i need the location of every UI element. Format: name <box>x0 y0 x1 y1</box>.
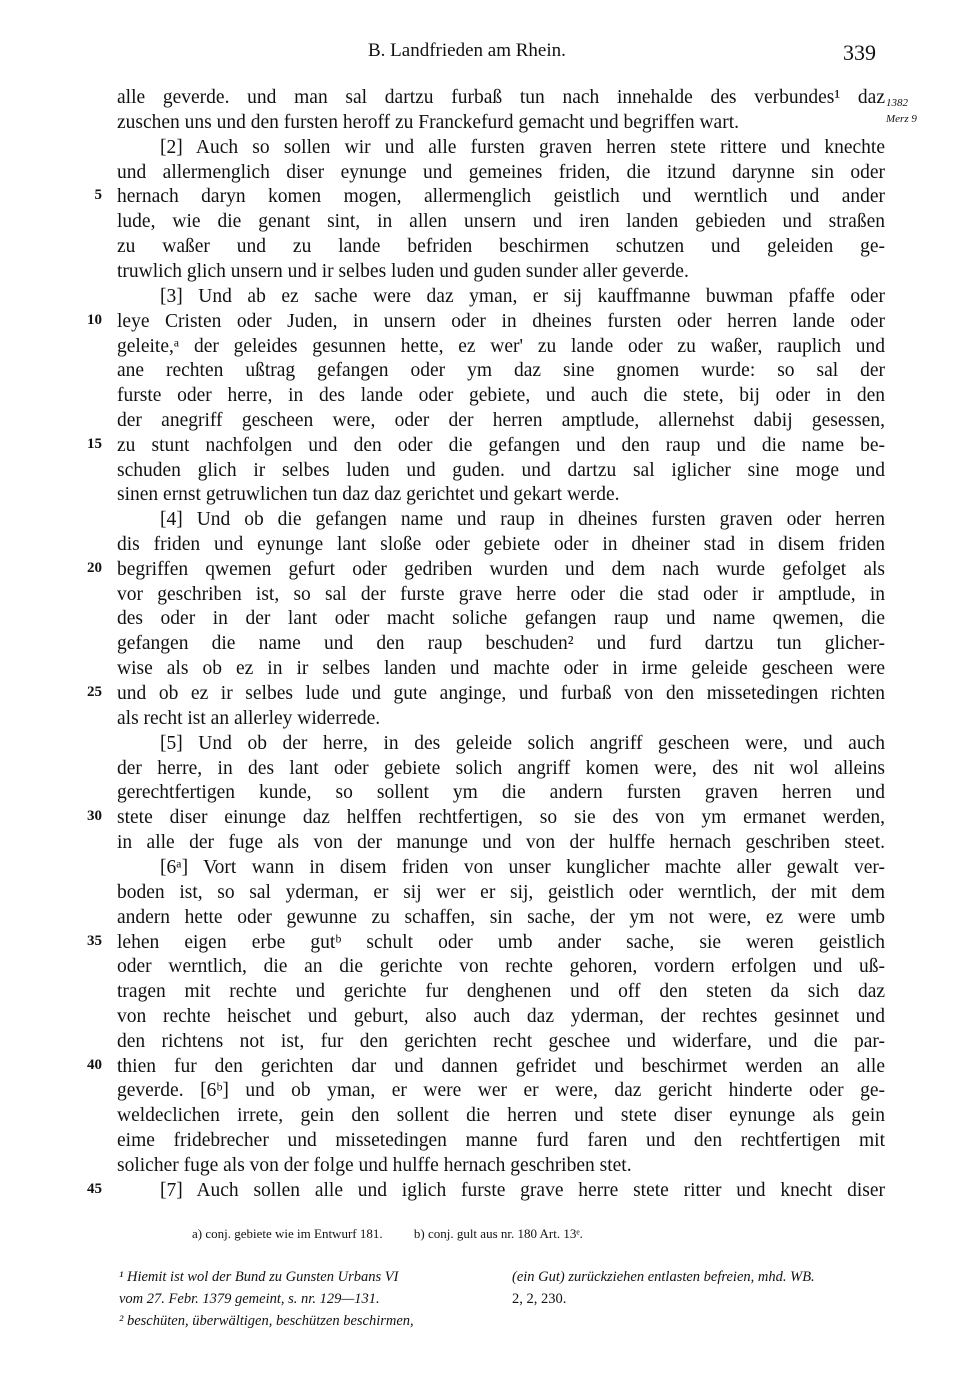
text-line: in alle der fuge als von der manunge und von der hulffe hernach geschriben steet. <box>117 832 885 853</box>
text-line: thien fur den gerichten dar und dannen gefridet und beschirmet werden an alle <box>117 1056 885 1077</box>
apparatus-note-b: b) conj. gult aus nr. 180 Art. 13ᵉ. <box>413 1226 583 1241</box>
text-line: alle geverde. und man sal dartzu furbaß tun nach innehalde des verbundes¹ daz <box>117 87 885 108</box>
line-number: 35 <box>87 933 102 949</box>
text-line: weldeclichen irrete, gein den sollent die herren und stete diser eynunge als gein <box>117 1105 885 1126</box>
text-line: [7] Auch sollen alle und iglich furste grave herre stete ritter und knecht diser <box>160 1180 885 1201</box>
line-number: 10 <box>87 312 102 328</box>
text-line: und allermenglich diser eynunge und gemeines friden, die itzund darynne sin oder <box>117 162 885 183</box>
text-line: wise als ob ez in ir selbes landen und machte oder in irme geleide gescheen were <box>117 658 885 679</box>
apparatus-note-a: a) conj. gebiete wie im Entwurf 181. <box>192 1226 383 1241</box>
footnote-1-left <box>119 1266 398 1310</box>
text-line: zuschen uns und den fursten heroff zu Franckefurd gemacht und begriffen wart. <box>117 112 739 133</box>
running-title: B. Landfrieden am Rhein. <box>368 40 566 61</box>
text-line: des oder in der lant oder macht soliche gefangen raup und name qwemen, die <box>117 608 885 629</box>
footnote-2 <box>119 1310 414 1332</box>
line-number: 25 <box>87 684 102 700</box>
text-line: solicher fuge als von der folge und hulffe hernach geschriben stet. <box>117 1155 632 1176</box>
text-line: oder werntlich, die an die gerichte von rechte gehoren, vordern erfolgen und uß- <box>117 956 885 977</box>
text-line: den richtens not ist, fur den gerichten recht geschee und widerfare, und die par- <box>117 1031 885 1052</box>
page-number: 339 <box>843 40 876 65</box>
text-line: [6ᵃ] Vort wann in disem friden von unser kunglicher machte aller gewalt ver- <box>160 857 885 878</box>
text-line: der herre, in des lant oder gebiete solich angriff komen were, des nit wol alleins <box>117 758 885 779</box>
footnote-line: (ein Gut) zurückziehen entlasten befreien, mhd. WB. <box>512 1269 815 1285</box>
text-line: [4] Und ob die gefangen name und raup in dheines fursten graven oder herren <box>160 509 885 530</box>
text-line: ane rechten ußtrag gefangen oder ym daz sine gnomen wurde: so sal der <box>117 360 885 381</box>
text-line: tragen mit rechte und gerichte fur denghenen und off den steten da sich daz <box>117 981 885 1002</box>
text-line: andern hette oder gewunne zu schaffen, sin sache, der ym not were, ez were umb <box>117 907 885 928</box>
margin-note-year: 1382 <box>886 97 908 109</box>
footnote-line: ² beschüten, überwältigen, beschützen beschirmen, <box>119 1313 414 1329</box>
text-line: geleite,ᵃ der geleides gesunnen hette, ez wer' zu lande oder zu waßer, rauplich und <box>117 336 885 357</box>
text-line: eime fridebrecher und missetedingen manne furd faren und den rechtfertigen mit <box>117 1130 885 1151</box>
footnote-1-right <box>512 1266 815 1310</box>
line-number: 40 <box>87 1057 102 1073</box>
text-line: begriffen qwemen gefurt oder gedriben wurden und dem nach wurde gefolget als <box>117 559 885 580</box>
text-line: stete diser einunge daz helffen rechtfertigen, so sie des von ym ermanet werden, <box>117 807 885 828</box>
text-line: und ob ez ir selbes lude und gute anginge, und furbaß von den missetedingen richten <box>117 683 885 704</box>
text-line: boden ist, so sal yderman, er sij wer er sij, geistlich oder werntlich, der mit dem <box>117 882 885 903</box>
text-line: leye Cristen oder Juden, in unsern oder in dheines fursten oder herren lande oder <box>117 311 885 332</box>
text-line: furste oder herre, in des lande oder gebiete, und auch die stete, bij oder in den <box>117 385 885 406</box>
line-number: 30 <box>87 808 102 824</box>
text-line: schuden glich ir selbes luden und guden. und dartzu sal iglicher sine moge und <box>117 460 885 481</box>
margin-note-date: Merz 9 <box>886 113 917 125</box>
text-line: vor geschriben ist, so sal der furste grave herre oder die stad oder ir amptlude, in <box>117 584 885 605</box>
text-line: sinen ernst getruwlichen tun daz daz gerichtet und gekart werde. <box>117 484 620 505</box>
text-line: von rechte heischet und geburt, also auch daz yderman, der rechtes gesinnet und <box>117 1006 885 1027</box>
line-number: 5 <box>94 187 102 203</box>
text-line: truwlich glich unsern und ir selbes luden und guden sunder aller geverde. <box>117 261 689 282</box>
text-line: lude, wie die genant sint, in allen unsern und iren landen gebieden und straßen <box>117 211 885 232</box>
text-line: als recht ist an allerley widerrede. <box>117 708 381 729</box>
footnote-line: ¹ Hiemit ist wol der Bund zu Gunsten Urbans VI <box>119 1269 399 1285</box>
line-number: 15 <box>87 436 102 452</box>
text-line: [3] Und ab ez sache were daz yman, er sij kauffmanne buwman pfaffe oder <box>160 286 885 307</box>
text-line: zu stunt nachfolgen und den oder die gefangen und den raup und die name be- <box>117 435 885 456</box>
text-line: dis friden und eynunge lant sloße oder gebiete oder in dheiner stad in disem friden <box>117 534 885 555</box>
footnote-line: vom 27. Febr. 1379 gemeint, s. nr. 129—131. <box>119 1291 380 1307</box>
text-line: zu waßer und zu lande befriden beschirmen schutzen und geleiden ge- <box>117 236 885 257</box>
text-line: gerechtfertigen kunde, so sollent ym die andern fursten graven herren und <box>117 782 885 803</box>
footnote-line: 2, 2, 230. <box>512 1291 567 1307</box>
text-line: hernach daryn komen mogen, allermenglich geistlich und werntlich und ander <box>117 186 885 207</box>
text-line: lehen eigen erbe gutᵇ schult oder umb ander sache, sie weren geistlich <box>117 932 885 953</box>
line-number: 20 <box>87 560 102 576</box>
line-number: 45 <box>87 1181 102 1197</box>
text-line: der anegriff gescheen were, oder der herren amptlude, allernehst dabij gesessen, <box>117 410 885 431</box>
text-line: [2] Auch so sollen wir und alle fursten graven herren stete rittere und knechte <box>160 137 885 158</box>
text-line: geverde. [6ᵇ] und ob yman, er were wer er were, daz gericht hinderte oder ge- <box>117 1080 885 1101</box>
critical-apparatus <box>192 1226 611 1242</box>
text-line: [5] Und ob der herre, in des geleide solich angriff gescheen were, und auch <box>160 733 885 754</box>
page-header <box>0 40 960 70</box>
text-line: gefangen die name und den raup beschuden² und furd dartzu tun glicher- <box>117 633 885 654</box>
